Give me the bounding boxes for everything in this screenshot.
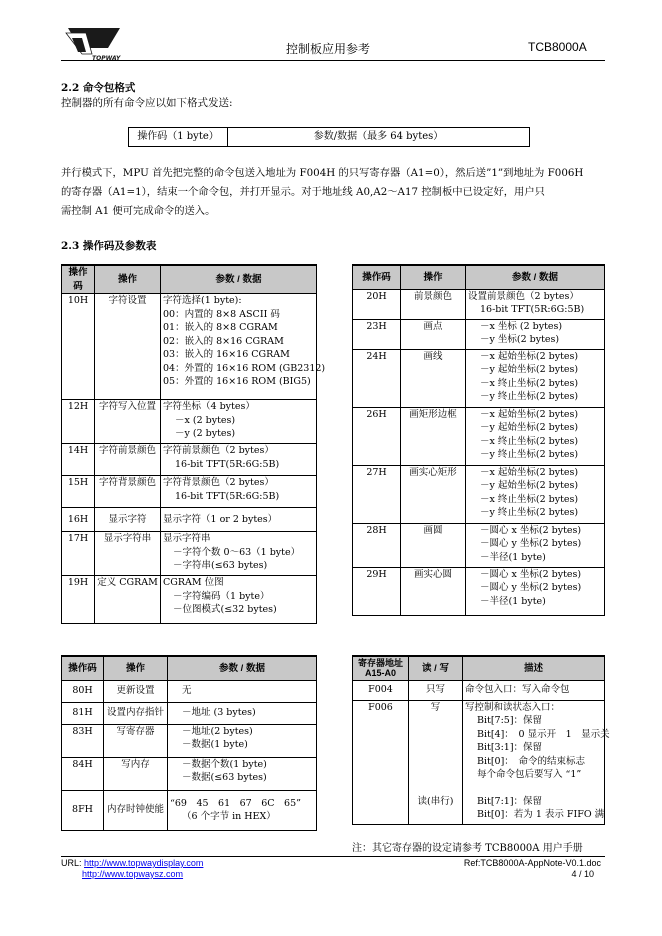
table-row bbox=[353, 349, 605, 407]
footer-link-2[interactable]: http://www.topwaysz.com bbox=[82, 869, 184, 879]
opcode-table-3 bbox=[61, 655, 317, 831]
params-cell: －地址 (3 bytes) bbox=[168, 702, 317, 724]
table-header: 参数 / 数据 bbox=[466, 265, 605, 289]
params-cell: 设置前景颜色（2 bytes） 16-bit TFT(5R:6G:5B) bbox=[466, 289, 605, 319]
params-cell: 显示字符串 －字符个数 0～63（1 byte） －字符串(≤63 bytes) bbox=[161, 532, 317, 576]
table-header: 读 / 写 bbox=[409, 656, 463, 680]
opcode-cell: 19H bbox=[62, 576, 95, 624]
footer-link-2-wrap bbox=[82, 869, 183, 879]
table-row bbox=[62, 790, 317, 830]
table-row bbox=[353, 700, 605, 824]
table-row bbox=[353, 680, 605, 700]
header-rule bbox=[61, 60, 605, 61]
opcode-cell: 26H bbox=[353, 407, 401, 465]
table-header: 操作码 bbox=[353, 265, 401, 289]
params-cell: “69 45 61 67 6C 65” （6 个字节 in HEX） bbox=[168, 790, 317, 830]
section-2-2-paragraph bbox=[61, 164, 611, 221]
table-row bbox=[353, 407, 605, 465]
table-row bbox=[62, 400, 317, 444]
operation-cell: 画实心矩形 bbox=[401, 465, 466, 523]
table-header: 操作 bbox=[104, 656, 168, 680]
operation-cell: 前景颜色 bbox=[401, 289, 466, 319]
footnote: 注：其它寄存器的设定请参考 TCB8000A 用户手册 bbox=[352, 843, 583, 854]
opcode-cell: 28H bbox=[353, 523, 401, 567]
opcode-cell: 29H bbox=[353, 567, 401, 615]
description-cell: 写控制和读状态入口： Bit[7:5]：保留 Bit[4]： 0 显示开 1 显示关 Bit[3:1]：保留 Bit[0]： 命令的结束标志 每个命令包后要写入 “1” Bit[7:1]：保留 Bit[0]：若为 1 表示 FIFO 满 bbox=[463, 700, 605, 824]
footer-rule bbox=[61, 856, 605, 857]
opcode-cell: 8FH bbox=[62, 790, 104, 830]
topway-logo bbox=[62, 24, 122, 62]
table-row bbox=[62, 724, 317, 757]
paragraph-line: 需控制 A1 便可完成命令的送入。 bbox=[61, 205, 216, 217]
operation-cell: 写内存 bbox=[104, 757, 168, 790]
opcode-cell: 24H bbox=[353, 349, 401, 407]
operation-cell: 写寄存器 bbox=[104, 724, 168, 757]
params-cell: 无 bbox=[168, 680, 317, 702]
table-row bbox=[62, 576, 317, 624]
params-cell: 显示字符（1 or 2 bytes） bbox=[161, 508, 317, 532]
operation-cell: 显示字符串 bbox=[95, 532, 161, 576]
table-row bbox=[62, 702, 317, 724]
params-cell: 字符选择(1 byte): 00：内置的 8×8 ASCII 码 01：嵌入的 8×8 CGRAM 02：嵌入的 8×16 CGRAM 03：嵌入的 16×16 CGRAM 04：外置的 16×16 ROM (GB2312) 05：外置的 16×16 ROM (BIG5) bbox=[161, 294, 317, 400]
section-2-3-heading: 2.3 操作码及参数表 bbox=[61, 240, 157, 252]
read-write-cell: 写 读(串行) bbox=[409, 700, 463, 824]
table-header: 描述 bbox=[463, 656, 605, 680]
description-cell: 命令包入口：写入命令包 bbox=[463, 680, 605, 700]
table-header: 参数 / 数据 bbox=[161, 265, 317, 294]
opcode-cell: 80H bbox=[62, 680, 104, 702]
format-opcode-cell: 操作码（1 byte） bbox=[129, 128, 228, 146]
section-2-2-heading: 2.2 命令包格式 bbox=[61, 82, 136, 94]
header-title: 控制板应用参考 bbox=[286, 42, 371, 56]
opcode-cell: 14H bbox=[62, 444, 95, 476]
table-row bbox=[62, 680, 317, 702]
operation-cell: 画圆 bbox=[401, 523, 466, 567]
params-cell: －x 起始坐标(2 bytes) －y 起始坐标(2 bytes) －x 终止坐标(2 bytes) －y 终止坐标(2 bytes) bbox=[466, 465, 605, 523]
opcode-cell: 15H bbox=[62, 476, 95, 508]
section-2-2-intro: 控制器的所有命令应以如下格式发送: bbox=[61, 97, 233, 109]
operation-cell: 画线 bbox=[401, 349, 466, 407]
params-cell: －数据个数(1 byte) －数据(≤63 bytes) bbox=[168, 757, 317, 790]
footer-link-1[interactable]: http://www.topwaydisplay.com bbox=[84, 858, 204, 868]
opcode-cell: 17H bbox=[62, 532, 95, 576]
operation-cell: 字符前景颜色 bbox=[95, 444, 161, 476]
opcode-cell: 27H bbox=[353, 465, 401, 523]
params-cell: CGRAM 位图 －字符编码（1 byte） －位图模式(≤32 bytes) bbox=[161, 576, 317, 624]
opcode-cell: 12H bbox=[62, 400, 95, 444]
params-cell: －圆心 x 坐标(2 bytes) －圆心 y 坐标(2 bytes) －半径(1 byte) bbox=[466, 523, 605, 567]
opcode-cell: 10H bbox=[62, 294, 95, 400]
command-format-box bbox=[128, 127, 530, 147]
params-cell: －圆心 x 坐标(2 bytes) －圆心 y 坐标(2 bytes) －半径(1 byte) bbox=[466, 567, 605, 615]
table-row bbox=[353, 289, 605, 319]
operation-cell: 内存时钟使能 bbox=[104, 790, 168, 830]
table-row bbox=[353, 567, 605, 615]
opcode-cell: 83H bbox=[62, 724, 104, 757]
operation-cell: 设置内存指针 bbox=[104, 702, 168, 724]
table-header: 操作 bbox=[95, 265, 161, 294]
table-row bbox=[353, 465, 605, 523]
register-table bbox=[352, 655, 610, 825]
opcode-table-1 bbox=[61, 264, 326, 624]
opcode-table-2 bbox=[352, 264, 605, 616]
header-model: TCB8000A bbox=[528, 40, 587, 54]
register-address-cell: F004 bbox=[353, 680, 409, 700]
footer-ref: Ref:TCB8000A-AppNote-V0.1.doc bbox=[463, 858, 601, 868]
operation-cell: 定义 CGRAM bbox=[95, 576, 161, 624]
opcode-cell: 20H bbox=[353, 289, 401, 319]
table-header: 操作码 bbox=[62, 265, 95, 294]
format-params-cell: 参数/数据（最多 64 bytes） bbox=[313, 131, 444, 142]
paragraph-line: 并行模式下，MPU 首先把完整的命令包送入地址为 F004H 的只写寄存器（A1=0），然后送”1”到地址为 F006H bbox=[61, 167, 584, 179]
operation-cell: 画实心圆 bbox=[401, 567, 466, 615]
footer-url-block bbox=[61, 858, 203, 868]
table-row bbox=[62, 444, 317, 476]
operation-cell: 显示字符 bbox=[95, 508, 161, 532]
table-row bbox=[353, 319, 605, 349]
footer-url-label: URL: bbox=[61, 858, 82, 868]
operation-cell: 画矩形边框 bbox=[401, 407, 466, 465]
params-cell: －x 坐标 (2 bytes) －y 坐标(2 bytes) bbox=[466, 319, 605, 349]
logo-text: TOPWAY bbox=[92, 55, 121, 62]
opcode-cell: 23H bbox=[353, 319, 401, 349]
read-write-cell: 只写 bbox=[409, 680, 463, 700]
table-row bbox=[62, 757, 317, 790]
params-cell: 字符前景颜色（2 bytes） 16-bit TFT(5R:6G:5B) bbox=[161, 444, 317, 476]
table-row bbox=[62, 508, 317, 532]
operation-cell: 画点 bbox=[401, 319, 466, 349]
opcode-cell: 84H bbox=[62, 757, 104, 790]
params-cell: －地址(2 bytes) －数据(1 byte) bbox=[168, 724, 317, 757]
operation-cell: 更新设置 bbox=[104, 680, 168, 702]
table-header: 操作 bbox=[401, 265, 466, 289]
table-row bbox=[62, 476, 317, 508]
register-address-cell: F006 bbox=[353, 700, 409, 824]
opcode-cell: 16H bbox=[62, 508, 95, 532]
params-cell: 字符背景颜色（2 bytes） 16-bit TFT(5R:6G:5B) bbox=[161, 476, 317, 508]
operation-cell: 字符背景颜色 bbox=[95, 476, 161, 508]
table-row bbox=[62, 294, 317, 400]
operation-cell: 字符写入位置 bbox=[95, 400, 161, 444]
table-header: 操作码 bbox=[62, 656, 104, 680]
footer-page-number: 4 / 10 bbox=[571, 869, 594, 879]
params-cell: －x 起始坐标(2 bytes) －y 起始坐标(2 bytes) －x 终止坐标(2 bytes) －y 终止坐标(2 bytes) bbox=[466, 407, 605, 465]
table-header: 参数 / 数据 bbox=[168, 656, 317, 680]
opcode-cell: 81H bbox=[62, 702, 104, 724]
table-row bbox=[353, 523, 605, 567]
operation-cell: 字符设置 bbox=[95, 294, 161, 400]
params-cell: 字符坐标（4 bytes） －x (2 bytes) －y (2 bytes) bbox=[161, 400, 317, 444]
table-row bbox=[62, 532, 317, 576]
params-cell: －x 起始坐标(2 bytes) －y 起始坐标(2 bytes) －x 终止坐标(2 bytes) －y 终止坐标(2 bytes) bbox=[466, 349, 605, 407]
table-header: 寄存器地址 A15-A0 bbox=[353, 656, 409, 680]
paragraph-line: 的寄存器（A1=1），结束一个命令包，并打开显示。对于地址线 A0,A2～A17 控制板中已设定好，用户只 bbox=[61, 186, 545, 198]
